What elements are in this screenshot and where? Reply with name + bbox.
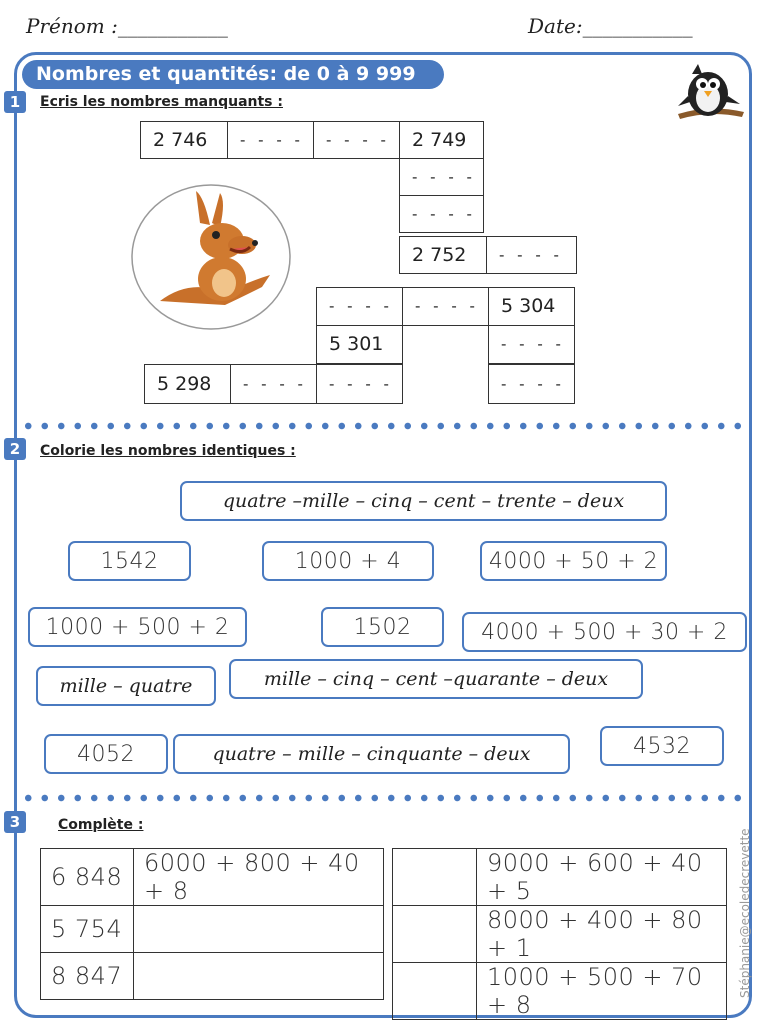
answer-cell[interactable] [134, 906, 384, 953]
exercise1-instruction: Ecris les nombres manquants : [40, 94, 283, 110]
exercise-number-1: 1 [4, 91, 26, 113]
grid-blank-cell[interactable]: - - - - [486, 236, 577, 274]
grid-blank-cell[interactable]: - - - - [488, 325, 575, 364]
table-cell: 6 848 [41, 849, 134, 906]
answer-cell[interactable] [393, 963, 477, 1020]
exercise-number-3: 3 [4, 811, 26, 833]
prenom-field[interactable]: Prénom :___________ [26, 14, 228, 38]
color-box[interactable]: 1000 + 500 + 2 [28, 607, 247, 647]
page-title: Nombres et quantités: de 0 à 9 999 [22, 60, 444, 89]
grid-blank-cell[interactable]: - - - - [316, 287, 403, 326]
grid-cell-5304: 5 304 [488, 287, 575, 326]
complete-table-right [392, 848, 727, 1020]
complete-table-left [40, 848, 384, 1000]
grid-cell-2749: 2 749 [399, 121, 484, 159]
section-divider [20, 422, 748, 430]
answer-cell[interactable] [134, 953, 384, 1000]
grid-blank-cell[interactable]: - - - - [399, 195, 484, 233]
table-cell: 9000 + 600 + 40 + 5 [477, 849, 727, 906]
color-box[interactable]: 1502 [321, 607, 444, 647]
grid-cell-2752: 2 752 [399, 236, 487, 274]
color-box[interactable]: mille – quatre [36, 666, 216, 706]
table-row [41, 849, 384, 906]
table-cell: 8000 + 400 + 80 + 1 [477, 906, 727, 963]
grid-blank-cell[interactable]: - - - - [230, 364, 317, 404]
penguin-mascot-icon [674, 60, 746, 122]
answer-cell[interactable] [393, 849, 477, 906]
table-row [393, 906, 727, 963]
grid-cell-5301: 5 301 [316, 325, 403, 364]
grid-blank-cell[interactable]: - - - - [399, 158, 484, 196]
section-divider [20, 794, 748, 802]
table-cell: 5 754 [41, 906, 134, 953]
table-row [41, 906, 384, 953]
color-box[interactable]: mille – cinq – cent –quarante – deux [229, 659, 643, 699]
table-row [393, 963, 727, 1020]
grid-blank-cell[interactable]: - - - - [402, 287, 489, 326]
kangaroo-illustration [130, 183, 292, 331]
exercise2-instruction: Colorie les nombres identiques : [40, 443, 296, 459]
date-field[interactable]: Date:___________ [528, 14, 693, 38]
color-box[interactable]: quatre – mille – cinquante – deux [173, 734, 570, 774]
color-box[interactable]: 1000 + 4 [262, 541, 434, 581]
grid-blank-cell[interactable]: - - - - [313, 121, 400, 159]
exercise-number-2: 2 [4, 438, 26, 460]
color-box[interactable]: quatre –mille – cinq – cent – trente – deux [180, 481, 667, 521]
grid-blank-cell[interactable]: - - - - [227, 121, 314, 159]
grid-cell-5298: 5 298 [144, 364, 231, 404]
exercise3-instruction: Complète : [58, 817, 144, 833]
table-row [393, 849, 727, 906]
table-row [41, 953, 384, 1000]
color-box[interactable]: 4000 + 500 + 30 + 2 [462, 612, 747, 652]
author-watermark: Stéphanie@ecoledecrevette [738, 828, 752, 998]
color-box[interactable]: 4000 + 50 + 2 [480, 541, 667, 581]
color-box[interactable]: 4052 [44, 734, 168, 774]
grid-cell-2746: 2 746 [140, 121, 228, 159]
color-box[interactable]: 4532 [600, 726, 724, 766]
table-cell: 8 847 [41, 953, 134, 1000]
answer-cell[interactable] [393, 906, 477, 963]
table-cell: 6000 + 800 + 40 + 8 [134, 849, 384, 906]
grid-blank-cell[interactable]: - - - - [316, 364, 403, 404]
table-cell: 1000 + 500 + 70 + 8 [477, 963, 727, 1020]
grid-blank-cell[interactable]: - - - - [488, 364, 575, 404]
color-box[interactable]: 1542 [68, 541, 191, 581]
